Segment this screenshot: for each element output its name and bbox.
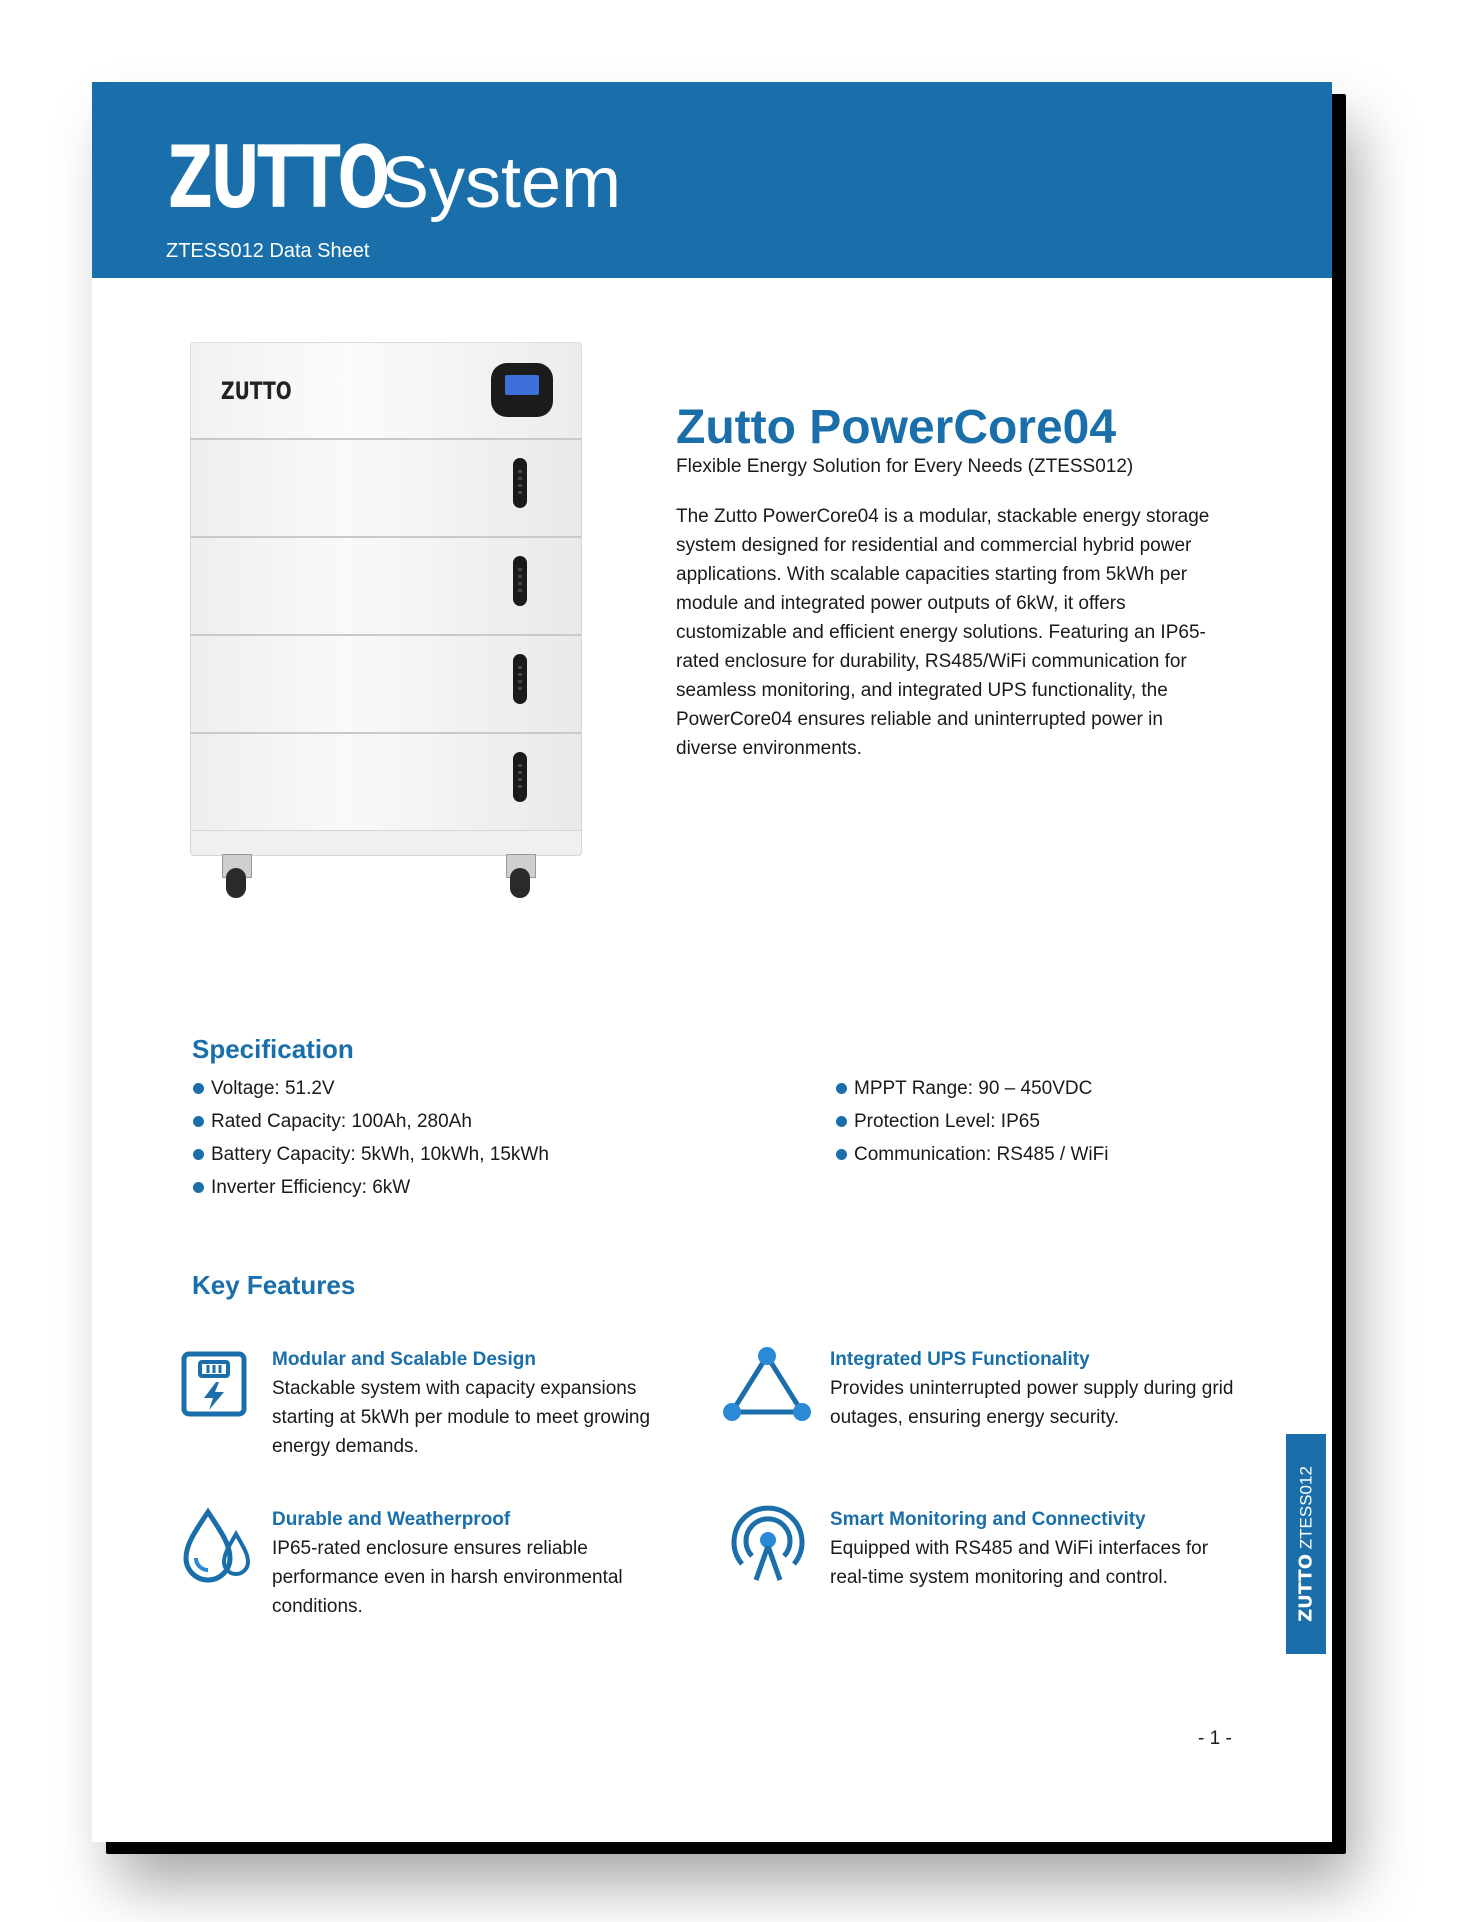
product-image <box>190 342 582 932</box>
feature-monitoring <box>830 1506 1250 1592</box>
feature-ups <box>830 1346 1250 1432</box>
page-number: - 1 - <box>1198 1728 1232 1749</box>
side-tab-code: ZTESS012 <box>1296 1466 1316 1550</box>
modular-battery-icon <box>178 1348 250 1420</box>
feature-description: Stackable system with capacity expansions starting at 5kWh per module to meet growing energy demands. <box>272 1378 651 1457</box>
battery-module <box>190 536 582 635</box>
cabinet-top <box>190 342 582 440</box>
brand-word: System <box>381 143 622 223</box>
product-subtitle: Flexible Energy Solution for Every Needs (ZTESS012) <box>676 456 1134 477</box>
handle-icon <box>513 752 527 802</box>
network-triangle-icon <box>722 1346 812 1422</box>
product-title: Zutto PowerCore04 <box>676 401 1117 454</box>
feature-weatherproof <box>272 1506 692 1621</box>
feature-title: Integrated UPS Functionality <box>830 1349 1090 1370</box>
feature-title: Smart Monitoring and Connectivity <box>830 1509 1146 1530</box>
spec-item: Battery Capacity: 5kWh, 10kWh, 15kWh <box>191 1138 549 1171</box>
feature-title: Modular and Scalable Design <box>272 1349 536 1370</box>
product-description: The Zutto PowerCore04 is a modular, stackable energy storage system designed for residential and commercial hybrid power applications. With scalable capacities starting from 5kWh per module and integrated power outputs of 6kW, it offers customizable and efficient energy solutions. Featuring an IP65-rated enclosure for durability, RS485/WiFi communication for seamless monitoring, and integrated UPS functionality, the PowerCore04 ensures reliable and uninterrupted power in diverse environments. <box>676 506 1210 759</box>
spec-item: Inverter Efficiency: 6kW <box>191 1171 549 1204</box>
spec-list-left <box>191 1072 549 1204</box>
battery-module <box>190 438 582 537</box>
handle-icon <box>513 556 527 606</box>
data-sheet-page <box>92 82 1332 1842</box>
handle-icon <box>513 458 527 508</box>
battery-module <box>190 634 582 733</box>
feature-description: Equipped with RS485 and WiFi interfaces for real-time system monitoring and control. <box>830 1538 1209 1588</box>
spec-list-right <box>834 1072 1108 1171</box>
spec-item: Voltage: 51.2V <box>191 1072 549 1105</box>
wheel-icon <box>502 854 538 898</box>
battery-module <box>190 732 582 831</box>
header-banner <box>92 82 1332 278</box>
spec-item: Rated Capacity: 100Ah, 280Ah <box>191 1105 549 1138</box>
side-tab <box>1286 1434 1326 1654</box>
cabinet-base <box>190 830 582 856</box>
brand-title <box>168 128 622 228</box>
water-drops-icon <box>180 1506 254 1586</box>
feature-description: Provides uninterrupted power supply during grid outages, ensuring energy security. <box>830 1378 1234 1428</box>
cabinet-logo: ZUTTO <box>221 377 292 405</box>
side-tab-brand: ZUTTO <box>1295 1553 1317 1622</box>
key-features-heading: Key Features <box>192 1270 356 1300</box>
feature-description: IP65-rated enclosure ensures reliable performance even in harsh environmental conditions. <box>272 1538 623 1617</box>
specification-heading: Specification <box>192 1034 354 1064</box>
spec-item: Communication: RS485 / WiFi <box>834 1138 1108 1171</box>
side-tab-label <box>1296 1466 1317 1622</box>
handle-icon <box>513 654 527 704</box>
signal-tower-icon <box>728 1502 808 1584</box>
header-subtitle: ZTESS012 Data Sheet <box>166 240 370 262</box>
spec-item: MPPT Range: 90 – 450VDC <box>834 1072 1108 1105</box>
feature-modular <box>272 1346 692 1461</box>
brand-logo: ZUTTO <box>168 128 388 228</box>
display-screen-icon <box>491 363 553 417</box>
wheel-icon <box>218 854 254 898</box>
feature-title: Durable and Weatherproof <box>272 1509 511 1530</box>
spec-item: Protection Level: IP65 <box>834 1105 1108 1138</box>
